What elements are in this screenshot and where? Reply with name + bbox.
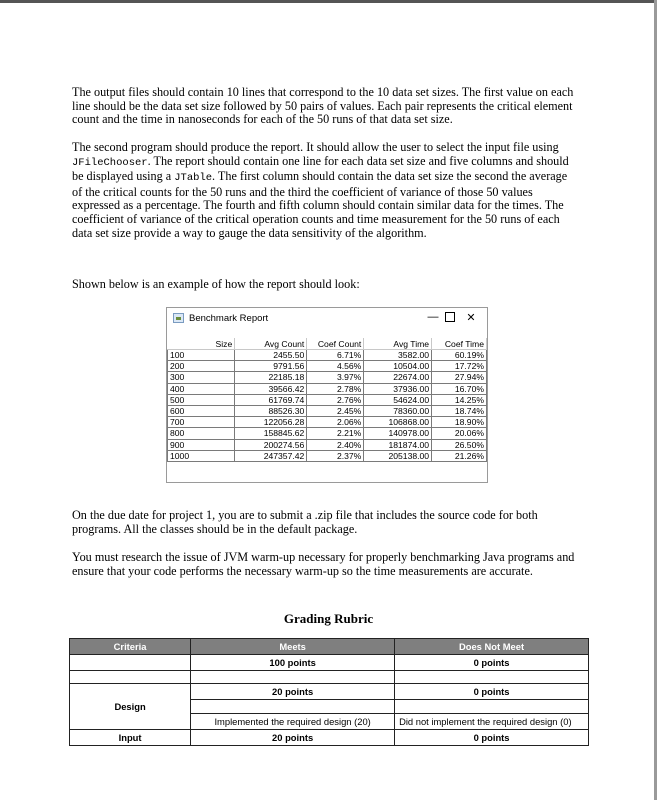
column-header-coef-count[interactable]: Coef Count xyxy=(307,338,364,350)
table-cell[interactable]: 10504.00 xyxy=(364,361,432,372)
paragraph-output-files: The output files should contain 10 lines that correspond to the 10 data set sizes. The first value on each line should be the data set size followed by 50 pairs of values. Each pair represents the critical element count and the time in nanoseconds for each of the 50 runs of that data set size. xyxy=(72,85,574,127)
page-top-edge xyxy=(0,0,657,3)
table-cell[interactable]: 1000 xyxy=(168,450,235,461)
input-criteria-label: Input xyxy=(70,730,191,746)
meets-header: Meets xyxy=(191,639,395,655)
close-button[interactable]: ✕ xyxy=(466,312,476,324)
rubric-spacer-row xyxy=(70,671,589,684)
code-jtable: JTable xyxy=(174,172,213,185)
empty-cell xyxy=(191,700,395,714)
table-cell[interactable]: 37936.00 xyxy=(364,383,432,394)
rubric-input-row xyxy=(70,730,589,746)
table-header-row xyxy=(168,338,487,350)
table-cell[interactable]: 200 xyxy=(168,361,235,372)
paragraph-due-date: On the due date for project 1, you are to submit a .zip file that includes the source code for both programs. All the classes should be in the default package. xyxy=(72,508,538,536)
design-meets-points: 20 points xyxy=(191,684,395,700)
criteria-header: Criteria xyxy=(70,639,191,655)
table-cell[interactable]: 700 xyxy=(168,417,235,428)
benchmark-report-window xyxy=(166,307,488,483)
table-cell[interactable]: 2.76% xyxy=(307,394,364,405)
table-cell[interactable]: 4.56% xyxy=(307,361,364,372)
design-not-meet-points: 0 points xyxy=(395,684,589,700)
table-cell[interactable]: 21.26% xyxy=(432,450,487,461)
rubric-total-row xyxy=(70,655,589,671)
table-cell[interactable]: 26.50% xyxy=(432,439,487,450)
table-cell[interactable]: 500 xyxy=(168,394,235,405)
column-header-avg-count[interactable]: Avg Count xyxy=(235,338,307,350)
column-header-avg-time[interactable]: Avg Time xyxy=(364,338,432,350)
rubric-design-points-row xyxy=(70,684,589,700)
table-cell[interactable]: 122056.28 xyxy=(235,417,307,428)
window-title: Benchmark Report xyxy=(189,313,269,324)
table-cell[interactable]: 400 xyxy=(168,383,235,394)
table-cell[interactable]: 18.90% xyxy=(432,417,487,428)
column-header-size[interactable]: Size xyxy=(168,338,235,350)
table-cell[interactable]: 17.72% xyxy=(432,361,487,372)
table-cell[interactable]: 900 xyxy=(168,439,235,450)
window-title-bar xyxy=(167,308,487,330)
grading-rubric-heading: Grading Rubric xyxy=(283,611,374,626)
table-row[interactable] xyxy=(168,372,487,383)
table-cell[interactable]: 200274.56 xyxy=(235,439,307,450)
table-cell[interactable]: 2.40% xyxy=(307,439,364,450)
table-row[interactable] xyxy=(168,361,487,372)
table-cell[interactable]: 22185.18 xyxy=(235,372,307,383)
empty-cell xyxy=(191,671,395,684)
does-not-meet-header: Does Not Meet xyxy=(395,639,589,655)
table-row[interactable] xyxy=(168,450,487,461)
text-segment: . The first column should contain the data set size the second the average of the critical counts for the 50 runs and the third the coefficient of variance of those 50 values expressed as a percentage. The fourth and fifth column should contain similar data for the times. The coefficient of variance of the critical operation counts and time measurement for the 50 runs of each data set size provide a way to gauge the data sensitivity of the algorithm. xyxy=(72,169,568,240)
table-cell[interactable]: 300 xyxy=(168,372,235,383)
empty-cell xyxy=(70,655,191,671)
table-cell[interactable]: 60.19% xyxy=(432,350,487,361)
table-cell[interactable]: 20.06% xyxy=(432,428,487,439)
table-row[interactable] xyxy=(168,394,487,405)
empty-cell xyxy=(395,700,589,714)
java-app-icon xyxy=(173,313,184,323)
table-cell[interactable]: 106868.00 xyxy=(364,417,432,428)
rubric-header-row xyxy=(70,639,589,655)
table-cell[interactable]: 158845.62 xyxy=(235,428,307,439)
table-cell[interactable]: 18.74% xyxy=(432,405,487,416)
report-table xyxy=(167,338,487,462)
table-cell[interactable]: 61769.74 xyxy=(235,394,307,405)
not-meet-total-points: 0 points xyxy=(395,655,589,671)
paragraph-jvm-warmup: You must research the issue of JVM warm-up necessary for properly benchmarking Java programs and ensure that your code performs the necessary warm-up so the time measurements are accurate. xyxy=(72,550,575,578)
design-not-meet-description: Did not implement the required design (0) xyxy=(395,714,589,730)
table-row[interactable] xyxy=(168,439,487,450)
table-cell[interactable]: 22674.00 xyxy=(364,372,432,383)
table-cell[interactable]: 9791.56 xyxy=(235,361,307,372)
empty-cell xyxy=(395,671,589,684)
table-cell[interactable]: 6.71% xyxy=(307,350,364,361)
table-cell[interactable]: 14.25% xyxy=(432,394,487,405)
input-not-meet-points: 0 points xyxy=(395,730,589,746)
table-row[interactable] xyxy=(168,428,487,439)
empty-cell xyxy=(70,671,191,684)
grading-rubric-table xyxy=(69,638,589,746)
table-cell[interactable]: 3.97% xyxy=(307,372,364,383)
column-header-coef-time[interactable]: Coef Time xyxy=(432,338,487,350)
table-cell[interactable]: 3582.00 xyxy=(364,350,432,361)
paragraph-second-program xyxy=(72,141,580,240)
table-cell[interactable]: 2.21% xyxy=(307,428,364,439)
table-cell[interactable]: 247357.42 xyxy=(235,450,307,461)
table-cell[interactable]: 88526.30 xyxy=(235,405,307,416)
table-cell[interactable]: 39566.42 xyxy=(235,383,307,394)
table-cell[interactable]: 800 xyxy=(168,428,235,439)
table-cell[interactable]: 600 xyxy=(168,405,235,416)
design-criteria-label: Design xyxy=(70,684,191,730)
table-cell[interactable]: 100 xyxy=(168,350,235,361)
table-cell[interactable]: 181874.00 xyxy=(364,439,432,450)
meets-total-points: 100 points xyxy=(191,655,395,671)
table-cell[interactable]: 2455.50 xyxy=(235,350,307,361)
table-cell[interactable]: 27.94% xyxy=(432,372,487,383)
paragraph-example-intro: Shown below is an example of how the report should look: xyxy=(72,277,360,291)
table-cell[interactable]: 2.37% xyxy=(307,450,364,461)
table-cell[interactable]: 2.45% xyxy=(307,405,364,416)
table-cell[interactable]: 54624.00 xyxy=(364,394,432,405)
design-meets-description: Implemented the required design (20) xyxy=(191,714,395,730)
table-cell[interactable]: 78360.00 xyxy=(364,405,432,416)
table-row[interactable] xyxy=(168,417,487,428)
table-row[interactable] xyxy=(168,383,487,394)
maximize-button[interactable] xyxy=(445,312,455,322)
table-cell[interactable]: 2.06% xyxy=(307,417,364,428)
table-row[interactable] xyxy=(168,350,487,361)
minimize-button[interactable]: — xyxy=(427,311,439,323)
table-cell[interactable]: 205138.00 xyxy=(364,450,432,461)
input-meets-points: 20 points xyxy=(191,730,395,746)
table-cell[interactable]: 140978.00 xyxy=(364,428,432,439)
table-cell[interactable]: 16.70% xyxy=(432,383,487,394)
table-cell[interactable]: 2.78% xyxy=(307,383,364,394)
text-segment: The second program should produce the report. It should allow the user to select the input file using xyxy=(72,140,559,154)
text-segment: . The report should contain one line for each data set size and five columns and should be displayed using a xyxy=(72,153,569,184)
code-jfilechooser: JFileChooser xyxy=(72,156,148,169)
table-row[interactable] xyxy=(168,405,487,416)
